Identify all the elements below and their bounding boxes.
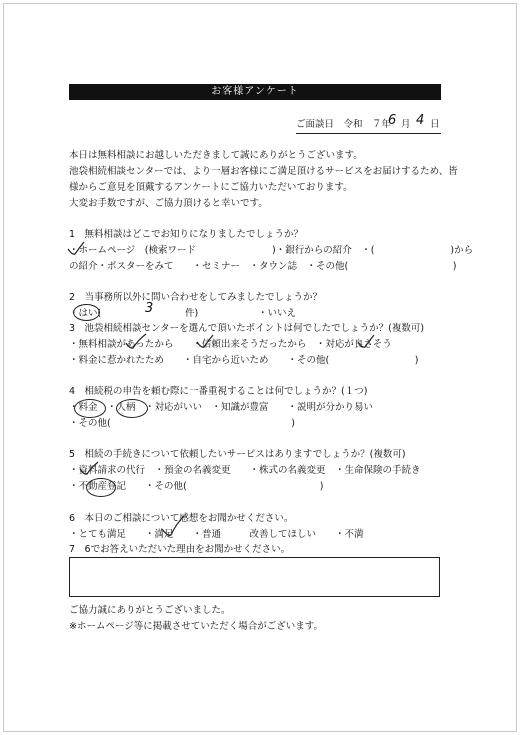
interview-date-day: 4 — [416, 113, 425, 128]
q3-options-line-2[interactable]: ・料金に惹かれたため ・自宅から近いため ・その他( ) — [69, 355, 419, 366]
q5-options-line-2[interactable]: ・不動産登記 ・その他( ) — [69, 481, 324, 492]
q5-check-mark-icon-1 — [78, 460, 100, 478]
q6-options-line-1[interactable]: ・とても満足 ・満足 ・普通 改善してほしい ・不満 — [69, 529, 364, 540]
q5-question: 5 相続の手続きについて依頼したいサービスはありますでしょうか？(複数可) — [69, 449, 406, 460]
q1-question: 1 無料相談はどこでお知りになりましたでしょうか？ — [69, 229, 304, 240]
date-underline — [296, 133, 441, 134]
survey-title-banner: お客様アンケート — [69, 84, 441, 100]
q2-question: 2 当事務所以外に問い合わせをしてみましたでしょうか？ — [69, 292, 323, 303]
q3-check-mark-icon-1 — [124, 333, 148, 351]
q7-reason-box[interactable] — [69, 557, 440, 597]
q4-options-line-1[interactable]: ・料金 ・人柄 ・対応がいい ・知識が豊富 ・説明が分かり易い — [69, 402, 374, 413]
intro-line-3: 様からご意見を頂戴するアンケートにご協力いただいております。 — [69, 182, 353, 193]
posting-note: ※ホームページ等に掲載させていただく場合がございます。 — [69, 621, 324, 632]
q2-yes-option[interactable]: ・はい( — [69, 308, 102, 319]
interview-date-day-unit: 日 — [430, 119, 440, 130]
q4-options-line-2[interactable]: ・その他( ) — [69, 418, 295, 429]
q6-check-mark-icon — [160, 515, 186, 539]
q7-question: 7 6でお答えいただいた理由をお聞かせください。 — [69, 544, 291, 555]
q6-question: 6 本日のご相談について感想をお聞かせください。 — [69, 513, 294, 524]
q1-options-line-2[interactable]: の紹介・ポスターをみて ・セミナー ・タウン誌 ・その他( ) — [69, 261, 457, 272]
intro-line-1: 本日は無料相談にお越しいただきまして誠にありがとうございます。 — [69, 150, 363, 161]
q4-question: 4 相続税の申告を頼む際に一番重視することは何でしょうか？(１つ) — [69, 386, 368, 397]
closing-thanks: ご協力誠にありがとうございました。 — [69, 605, 231, 616]
q3-check-mark-icon-3 — [356, 333, 376, 351]
q2-yes-circle-mark — [73, 304, 100, 321]
q5-options-line-1[interactable]: ・資料請求の代行 ・預金の名義変更 ・株式の名義変更 ・生命保険の手続き — [69, 465, 421, 476]
interview-date-month-unit: 月 — [401, 119, 411, 130]
q3-options-line-1[interactable]: ・無料相談があったから ・信頼出来そうだったから ・対応が良さそう — [69, 339, 392, 350]
q2-inquiry-count: 3 — [145, 301, 154, 316]
q3-check-mark-icon-2 — [195, 333, 215, 351]
q4-personality-circle-mark — [116, 399, 148, 418]
q2-count-unit: 件) — [185, 308, 199, 319]
q4-fee-circle-mark — [74, 399, 106, 418]
q1-handwritten-check-mark-icon — [66, 240, 86, 258]
interview-date-month: 6 — [388, 113, 397, 128]
q1-options-line-1[interactable]: ・ホームページ (検索ワード )・銀行からの紹介 ・( )から — [69, 245, 474, 256]
intro-line-4: 大変お手数ですが、ご協力頂けると幸いです。 — [69, 198, 268, 209]
q2-no-option[interactable]: ・いいえ — [258, 308, 297, 319]
intro-line-2: 池袋相続相談センターでは、より一層お客様にご満足頂けるサービスをお届けするため、皆 — [69, 166, 458, 177]
interview-date-prefix: ご面談日 令和 ７年 — [296, 119, 392, 130]
q3-question: 3 池袋相続相談センターを選んで頂いたポイントは何でしたでしょうか？(複数可) — [69, 323, 425, 334]
q5-real-estate-circle-mark — [86, 478, 116, 497]
